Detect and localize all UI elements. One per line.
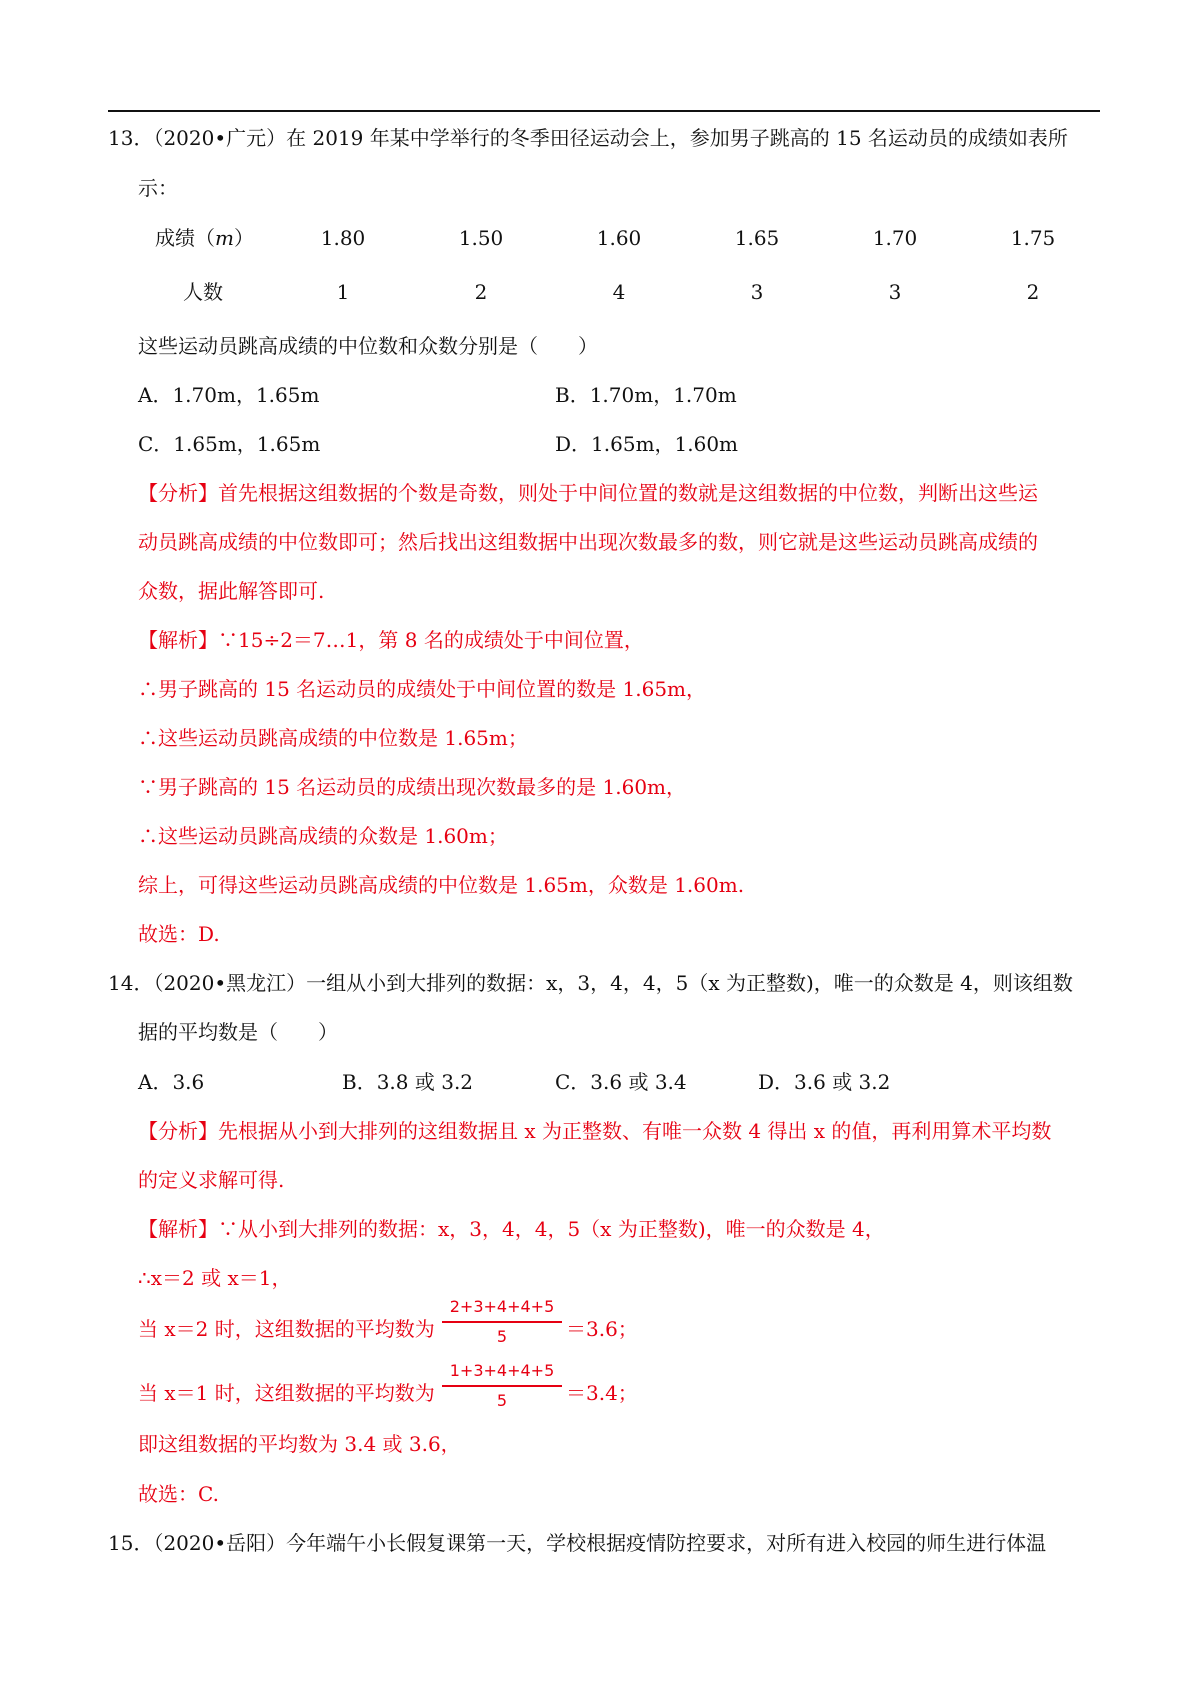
q13-option-c: C．1.65m，1.65m [138,432,321,456]
fraction-numerator: 1+3+4+4+5 [449,1361,555,1380]
q13-stem-line1: 13．（2020•广元）在 2019 年某中学举行的冬季田径运动会上，参加男子跳高的 15 名运动员的成绩如表所 [108,126,1068,150]
q13-option-a: A．1.70m，1.65m [138,383,320,407]
q14-analysis-line1: 【分析】先根据从小到大排列的这组数据且 x 为正整数、有唯一众数 4 得出 x 的值，再利用算术平均数 [138,1119,1052,1143]
q13-solution-line6: 综上，可得这些运动员跳高成绩的中位数是 1.65m，众数是 1.60m. [138,873,745,897]
q14-option-b: B．3.8 或 3.2 [342,1070,474,1094]
q13-option-b: B．1.70m，1.70m [555,383,737,407]
fraction-bar [442,1385,562,1387]
q13-solution-line1: 【解析】∵15÷2＝7…1，第 8 名的成绩处于中间位置， [138,628,644,652]
table-cell: 2 [474,280,488,304]
q14-stem-line1: 14．（2020•黑龙江）一组从小到大排列的数据：x，3，4，4，5（x 为正整数)，唯一的众数是 4，则该组数 [108,971,1073,995]
fraction-numerator: 2+3+4+4+5 [449,1297,555,1316]
table-header-score: 成绩（m） [155,226,254,250]
q14-option-c: C．3.6 或 3.4 [555,1070,687,1094]
solution-tag: 【解析】 [138,628,218,652]
q14-solution-line4-text: 当 x＝1 时，这组数据的平均数为 [138,1381,435,1405]
table-cell: 1.60 [596,226,642,250]
q13-solution-line5: ∴这些运动员跳高成绩的众数是 1.60m； [138,824,508,848]
table-header-count: 人数 [183,280,223,304]
q13-answer: 故选：D. [138,922,220,946]
q14-option-d: D．3.6 或 3.2 [758,1070,891,1094]
q14-solution-line3-result: ＝3.6； [566,1317,638,1341]
q13-analysis-line2: 动员跳高成绩的中位数即可；然后找出这组数据中出现次数最多的数，则它就是这些运动员跳高成绩的 [138,530,1038,554]
q15-stem-line1: 15．（2020•岳阳）今年端午小长假复课第一天，学校根据疫情防控要求，对所有进入校园的师生进行体温 [108,1531,1047,1555]
q13-analysis-line1: 【分析】首先根据这组数据的个数是奇数，则处于中间位置的数就是这组数据的中位数，判断出这些运 [138,481,1038,505]
q13-solution-line4: ∵男子跳高的 15 名运动员的成绩出现次数最多的是 1.60m， [138,775,687,799]
table-cell: 1.80 [320,226,366,250]
table-cell: 1 [336,280,350,304]
q13-analysis-line3: 众数，据此解答即可. [138,579,325,603]
q14-solution-line5: 即这组数据的平均数为 3.4 或 3.6， [138,1432,461,1456]
q14-stem-line2: 据的平均数是（ ） [138,1020,338,1044]
q13-option-d: D．1.65m，1.60m [555,432,739,456]
fraction-denominator: 5 [496,1391,508,1410]
fraction-bar [442,1321,562,1323]
q14-solution-line2: ∴x＝2 或 x＝1， [138,1266,292,1290]
table-cell: 4 [612,280,626,304]
q13-solution-line2: ∴男子跳高的 15 名运动员的成绩处于中间位置的数是 1.65m， [138,677,707,701]
q13-solution-line3: ∴这些运动员跳高成绩的中位数是 1.65m； [138,726,528,750]
q14-analysis-line2: 的定义求解可得. [138,1168,285,1192]
table-cell: 2 [1026,280,1040,304]
header-rule [108,110,1100,112]
table-cell: 1.50 [458,226,504,250]
table-cell: 1.75 [1010,226,1056,250]
table-cell: 1.65 [734,226,780,250]
analysis-tag: 【分析】 [138,481,218,505]
solution-tag: 【解析】 [138,1217,218,1241]
q13-stem-line2: 示： [138,176,178,200]
q13-question: 这些运动员跳高成绩的中位数和众数分别是（ ） [138,334,598,358]
fraction-denominator: 5 [496,1327,508,1346]
q14-option-a: A．3.6 [138,1070,205,1094]
table-cell: 3 [750,280,764,304]
q14-answer: 故选：C. [138,1482,219,1506]
q14-solution-line4-result: ＝3.4； [566,1381,638,1405]
table-cell: 1.70 [872,226,918,250]
q14-solution-line1: 【解析】∵从小到大排列的数据：x，3，4，4，5（x 为正整数)，唯一的众数是 4， [138,1217,885,1241]
q14-solution-line3-text: 当 x＝2 时，这组数据的平均数为 [138,1317,435,1341]
analysis-tag: 【分析】 [138,1119,218,1143]
table-cell: 3 [888,280,902,304]
